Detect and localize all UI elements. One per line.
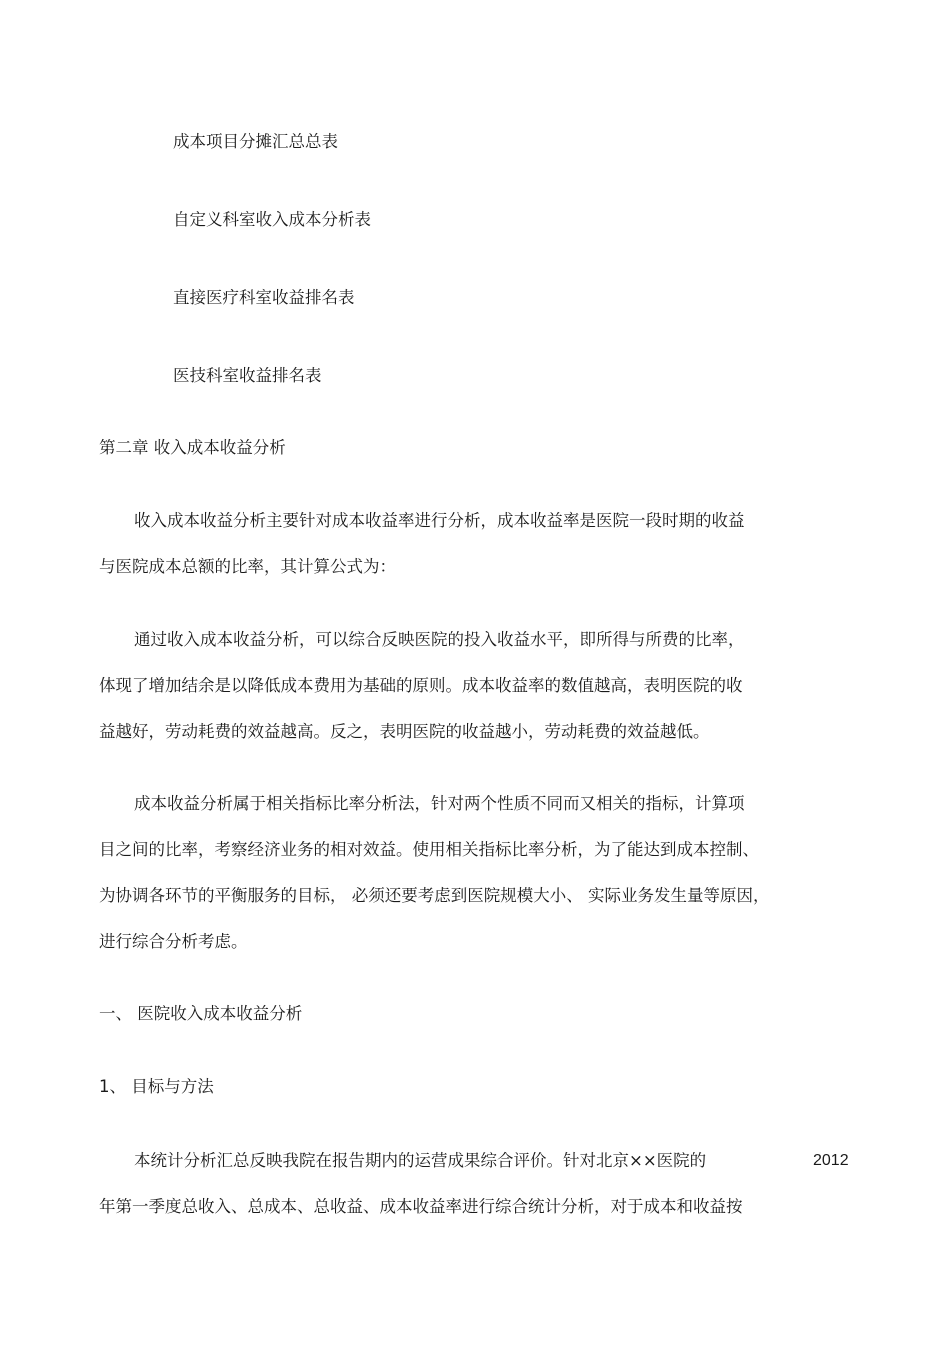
paragraph-line: 与医院成本总额的比率，其计算公式为： (99, 557, 396, 576)
paragraph-line: 益越好，劳动耗费的效益越高。反之，表明医院的收益越小，劳动耗费的效益越低。 (99, 722, 710, 741)
paragraph-line: 为协调各环节的平衡服务的目标， 必须还要考虑到医院规模大小、 实际业务发生量等原因， (99, 886, 770, 905)
paragraph-line: 进行综合分析考虑。 (99, 932, 248, 951)
year-number: 2012 (813, 1152, 849, 1169)
section-title: 一、 医院收入成本收益分析 (99, 1004, 303, 1023)
chapter-title: 第二章 收入成本收益分析 (99, 438, 286, 457)
toc-item: 直接医疗科室收益排名表 (173, 288, 355, 307)
paragraph-line: 目之间的比率，考察经济业务的相对效益。使用相关指标比率分析，为了能达到成本控制、 (99, 840, 759, 859)
paragraph-line: 年第一季度总收入、总成本、总收益、成本收益率进行综合统计分析，对于成本和收益按 (99, 1197, 743, 1216)
paragraph-line: 体现了增加结余是以降低成本费用为基础的原则。成本收益率的数值越高，表明医院的收 (99, 676, 743, 695)
paragraph-line: 通过收入成本收益分析，可以综合反映医院的投入收益水平，即所得与所费的比率， (134, 630, 745, 649)
toc-item: 医技科室收益排名表 (173, 366, 322, 385)
paragraph-line: 本统计分析汇总反映我院在报告期内的运营成果综合评价。针对北京××医院的 (134, 1151, 707, 1170)
paragraph-line: 收入成本收益分析主要针对成本收益率进行分析，成本收益率是医院一段时期的收益 (134, 511, 745, 530)
subsection-title: 1、 目标与方法 (99, 1077, 214, 1096)
toc-item: 成本项目分摊汇总总表 (173, 132, 338, 151)
toc-item: 自定义科室收入成本分析表 (173, 210, 371, 229)
paragraph-line: 成本收益分析属于相关指标比率分析法，针对两个性质不同而又相关的指标，计算项 (134, 794, 745, 813)
